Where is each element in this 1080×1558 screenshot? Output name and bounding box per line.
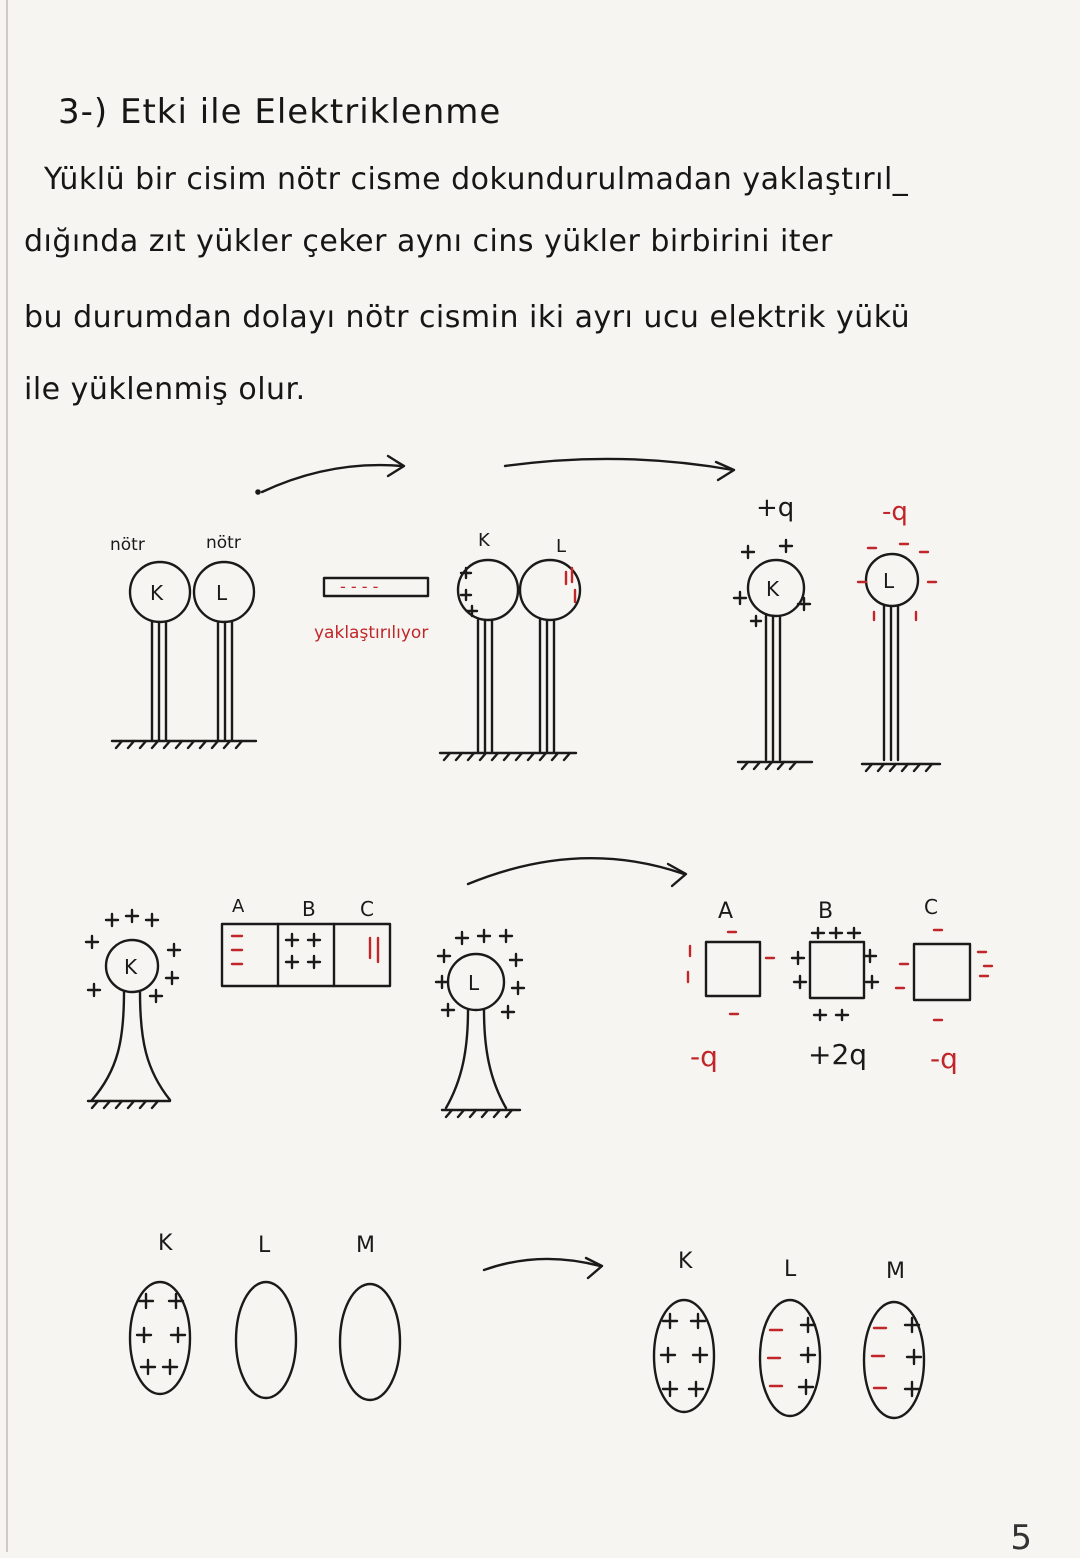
page-number: 5 [1010,1518,1032,1558]
paragraph-line-3: bu durumdan dolayı nötr cismin iki ayrı ucu elektrik yükü [24,300,911,335]
charge-a: -q [690,1040,718,1073]
stage2-k-label: K [478,530,490,551]
block-c-label: C [360,897,374,921]
charge-c: -q [930,1042,958,1075]
charge-plus-q: +q [756,493,795,523]
charge-minus-q: -q [882,497,908,527]
state-k-label: nötr [110,535,145,555]
split-block-a [706,942,760,996]
figure3-after [654,1249,924,1418]
split-block-b [810,942,864,998]
stage2-l-label: L [556,536,567,557]
charge-b: +2q [808,1038,868,1071]
sphere-k-label: K [150,581,164,605]
paragraph-line-4: ile yüklenmiş olur. [24,372,306,407]
after-k-label: K [678,1249,693,1274]
connected-blocks [222,924,390,986]
split-block-c [914,944,970,1000]
sphere-l-label: L [216,581,228,605]
figure1-arrow-1 [256,456,404,494]
split-block-c-label: C [924,895,938,919]
paragraph-line-2: dığında zıt yükler çeker aynı cins yükler birbirini iter [24,224,833,259]
paragraph-line-1: Yüklü bir cisim nötr cisme dokundurulmadan yaklaştırıl_ [44,162,909,197]
approach-note: yaklaştırılıyor [314,623,429,643]
figure3-before [130,1231,400,1400]
figure3-arrow [484,1258,602,1278]
figure2-right [688,895,992,1075]
before-m-label: M [356,1233,375,1258]
figure1-stage2 [314,530,580,760]
after-m-label: M [886,1259,905,1284]
section-title: 3-) Etki ile Elektriklenme [58,92,502,132]
fig2-sphere-k-label: K [124,955,138,979]
state-l-label: nötr [206,533,241,553]
stage3-l-label: L [883,569,895,593]
before-l-label: L [258,1233,271,1258]
before-k-label: K [158,1231,173,1256]
after-l-label: L [784,1257,797,1282]
block-a-label: A [232,896,245,917]
split-block-a-label: A [718,899,734,924]
split-block-b-label: B [818,899,834,924]
figure1-stage1 [110,533,256,748]
figure1-arrow-2 [505,459,734,480]
figure2-left [86,896,524,1117]
fig2-sphere-l-label: L [468,971,480,995]
rod-charge: - - - - [340,577,379,596]
figure1-stage3 [734,493,940,771]
stage3-k-label: K [766,577,780,601]
figure2-arrow [468,858,686,886]
block-b-label: B [302,897,316,921]
